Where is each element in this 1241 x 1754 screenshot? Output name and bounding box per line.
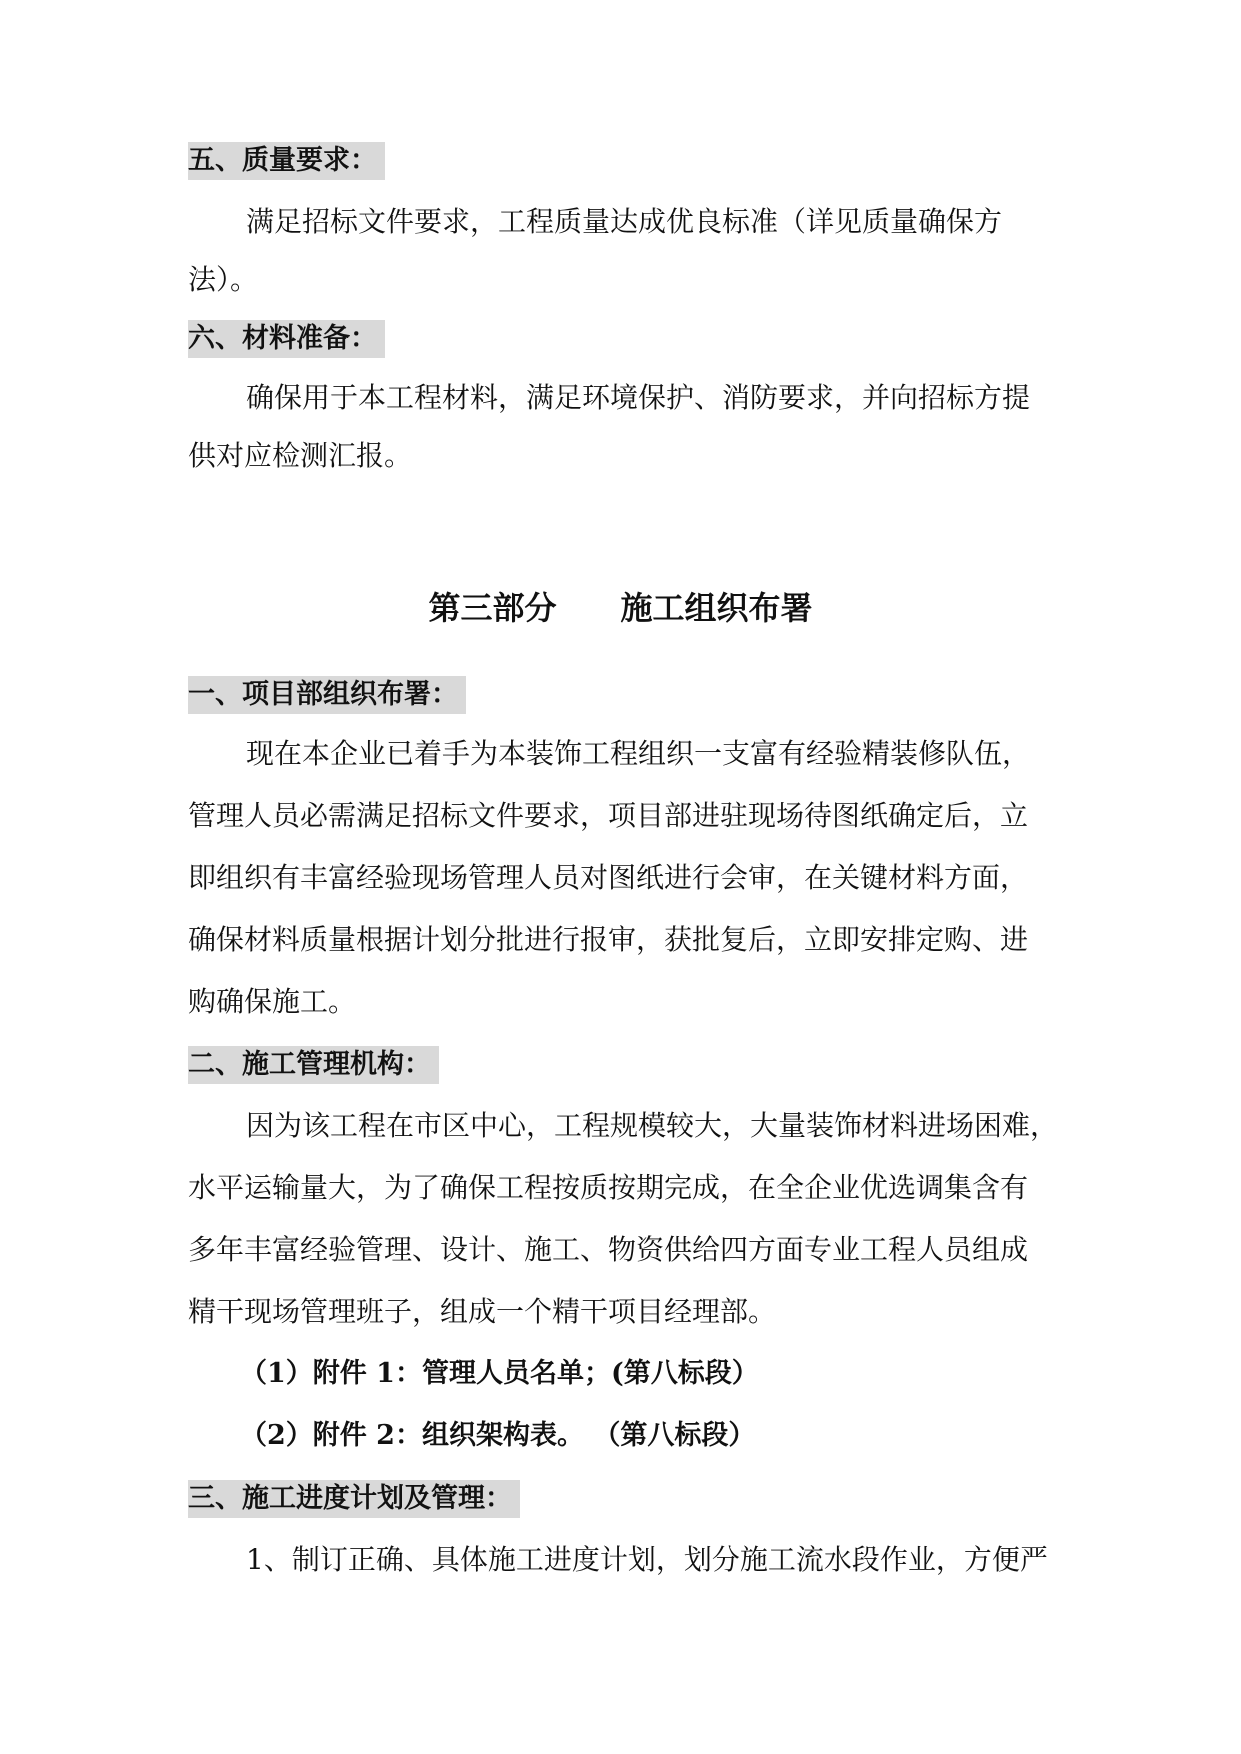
paragraph-line: 多年丰富经验管理、设计、施工、物资供给四方面专业工程人员组成 xyxy=(188,1233,1029,1266)
section-heading-project-organization: 一、项目部组织布署： xyxy=(188,676,466,714)
paragraph-line: 购确保施工。 xyxy=(188,985,357,1018)
paragraph-line: 满足招标文件要求，工程质量达成优良标准（详见质量确保方 xyxy=(246,205,1003,238)
section-heading-materials: 六、材料准备： xyxy=(188,320,385,358)
section-heading-management-body: 二、施工管理机构： xyxy=(188,1046,439,1084)
paragraph-line: 因为该工程在市区中心，工程规模较大，大量装饰材料进场困难， xyxy=(246,1109,1059,1142)
paragraph-line: 水平运输量大，为了确保工程按质按期完成，在全企业优选调集含有 xyxy=(188,1171,1029,1204)
paragraph-line: 即组织有丰富经验现场管理人员对图纸进行会审，在关键材料方面， xyxy=(188,861,1029,894)
paragraph-line: 确保材料质量根据计划分批进行报审，获批复后，立即安排定购、进 xyxy=(188,923,1029,956)
part-title: 第三部分 施工组织布署 xyxy=(428,589,813,627)
attachment-item: （2）附件 2：组织架构表。 （第八标段） xyxy=(240,1420,756,1451)
paragraph-line: 确保用于本工程材料，满足环境保护、消防要求，并向招标方提 xyxy=(246,381,1031,414)
paragraph-line: 精干现场管理班子，组成一个精干项目经理部。 xyxy=(188,1295,777,1328)
paragraph-line: 管理人员必需满足招标文件要求，项目部进驻现场待图纸确定后，立 xyxy=(188,799,1029,832)
attachment-item: （1）附件 1：管理人员名单；(第八标段） xyxy=(240,1358,759,1389)
paragraph-line: 现在本企业已着手为本装饰工程组织一支富有经验精装修队伍， xyxy=(246,737,1031,770)
paragraph-line: 1、制订正确、具体施工进度计划，划分施工流水段作业，方便严 xyxy=(246,1543,1048,1576)
section-heading-schedule: 三、施工进度计划及管理： xyxy=(188,1480,520,1518)
paragraph-line: 供对应检测汇报。 xyxy=(188,439,413,472)
section-heading-quality: 五、质量要求： xyxy=(188,142,385,180)
paragraph-line: 法）。 xyxy=(188,263,259,296)
